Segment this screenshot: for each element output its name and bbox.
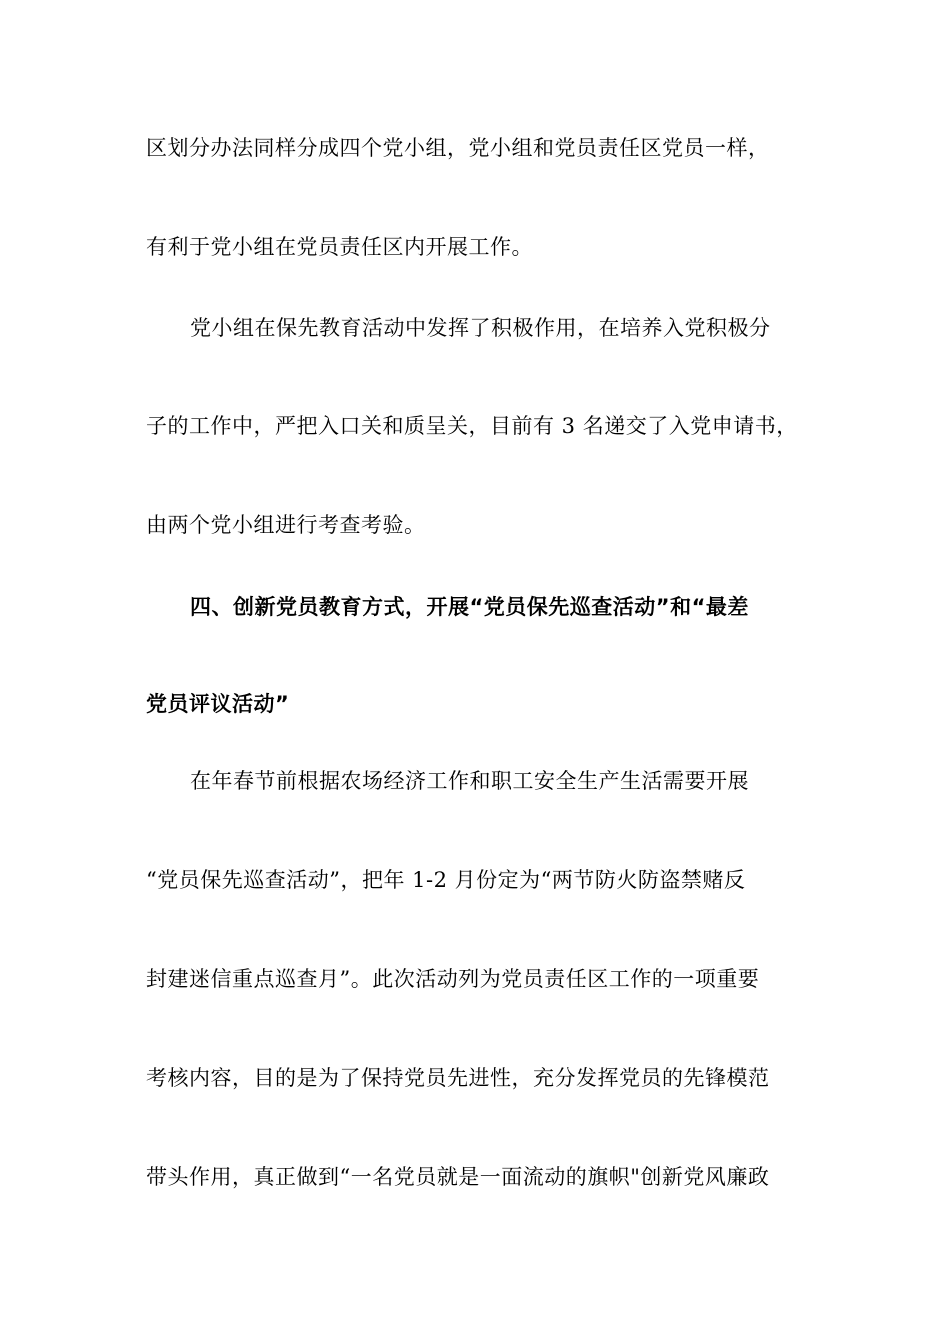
body-text-line: 子的工作中，严把入口关和质呈关，目前有 3 名递交了入党申请书， [146,414,798,438]
paragraph-first-line: 党小组在保先教育活动中发挥了积极作用，在培养入党积极分 [190,316,771,340]
paragraph-first-line: 在年春节前根据农场经济工作和职工安全生产生活需要开展 [190,769,749,793]
body-text-line: 区划分办法同样分成四个党小组，党小组和党员责任区党员一样， [146,136,770,160]
body-text-line: “党员保先巡查活动”，把年 1-2 月份定为“两节防火防盗禁赌反 [146,868,746,892]
body-text-line: 带头作用，真正做到“一名党员就是一面流动的旗帜"创新党风廉政 [146,1165,770,1189]
body-text-line: 封建迷信重点巡查月”。此次活动列为党员责任区工作的一项重要 [146,967,760,991]
body-text-line: 由两个党小组进行考查考验。 [146,513,426,537]
body-text-line: 考核内容，目的是为了保持党员先进性，充分发挥党员的先锋模范 [146,1066,770,1090]
body-text-line: 有利于党小组在党员责任区内开展工作。 [146,235,533,259]
section-heading: 四、创新党员教育方式，开展“党员保先巡查活动”和“最差 [190,595,749,619]
section-heading-continued: 党员评议活动” [146,692,290,716]
